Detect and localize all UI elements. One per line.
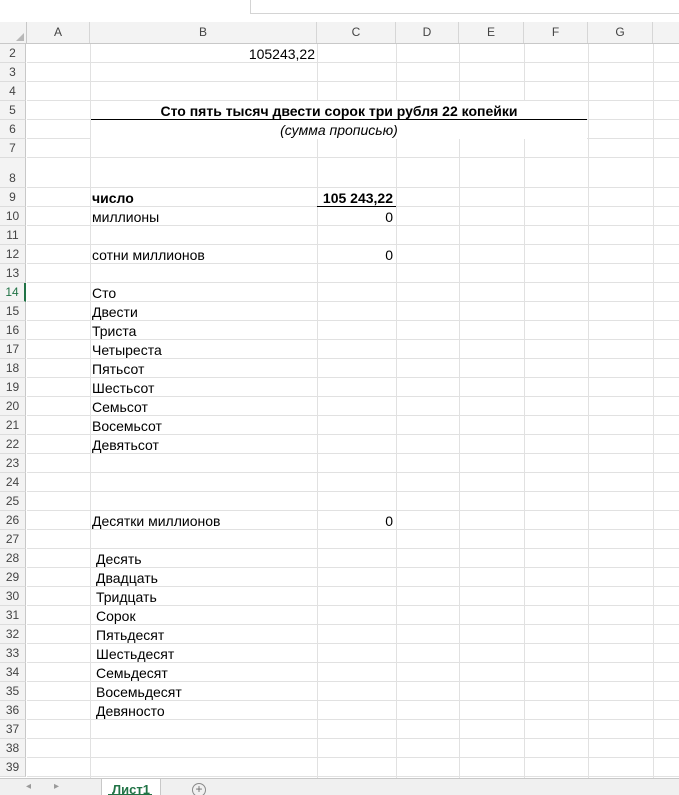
- spreadsheet-grid[interactable]: [0, 22, 679, 778]
- row-header-13[interactable]: 13: [0, 264, 26, 283]
- row-header-2[interactable]: 2: [0, 44, 26, 63]
- hundreds-cell[interactable]: Семьсот: [92, 399, 148, 415]
- row-header-23[interactable]: 23: [0, 454, 26, 473]
- row-header-4[interactable]: 4: [0, 82, 26, 101]
- column-header-a[interactable]: A: [27, 22, 90, 43]
- row-gridline: [27, 472, 679, 473]
- row-gridline: [27, 81, 679, 82]
- row-header-3[interactable]: 3: [0, 63, 26, 82]
- column-header-b[interactable]: B: [90, 22, 317, 43]
- sheet-tab-bar: [0, 778, 679, 795]
- column-gridline: [653, 44, 654, 778]
- select-all-corner[interactable]: [0, 22, 27, 43]
- scroll-right-icon[interactable]: ▸: [54, 781, 60, 792]
- row-header-31[interactable]: 31: [0, 606, 26, 625]
- add-sheet-icon[interactable]: +: [192, 783, 206, 795]
- select-all-icon: [16, 33, 24, 41]
- row-gridline: [27, 491, 679, 492]
- row-header-21[interactable]: 21: [0, 416, 26, 435]
- row-header-6[interactable]: 6: [0, 120, 26, 139]
- hundreds-cell[interactable]: Четыреста: [92, 342, 162, 358]
- row-header-12[interactable]: 12: [0, 245, 26, 264]
- row-header-20[interactable]: 20: [0, 397, 26, 416]
- row-gridline: [27, 757, 679, 758]
- row-header-17[interactable]: 17: [0, 340, 26, 359]
- hundreds-cell[interactable]: Триста: [92, 323, 137, 339]
- column-header-bar: [0, 22, 679, 44]
- column-gridline: [459, 44, 460, 778]
- tens-cell[interactable]: Сорок: [96, 608, 136, 624]
- column-header-f[interactable]: F: [524, 22, 588, 43]
- cell-b9[interactable]: число: [92, 190, 134, 206]
- row-header-7[interactable]: 7: [0, 139, 26, 158]
- row-header-19[interactable]: 19: [0, 378, 26, 397]
- cell-b26[interactable]: Десятки миллионов: [92, 513, 221, 529]
- row-header-30[interactable]: 30: [0, 587, 26, 606]
- tens-cell[interactable]: Пятьдесят: [96, 627, 165, 643]
- row-header-8[interactable]: 8: [0, 158, 26, 188]
- row-header-26[interactable]: 26: [0, 511, 26, 530]
- hundreds-cell[interactable]: Сто: [92, 285, 117, 301]
- row-gridline: [27, 738, 679, 739]
- column-header-g[interactable]: G: [588, 22, 653, 43]
- row-header-22[interactable]: 22: [0, 435, 26, 454]
- row-header-28[interactable]: 28: [0, 549, 26, 568]
- row-header-39[interactable]: 39: [0, 758, 26, 777]
- amount-caption-cell[interactable]: (сумма прописью): [91, 120, 587, 139]
- row-header-32[interactable]: 32: [0, 625, 26, 644]
- row-header-24[interactable]: 24: [0, 473, 26, 492]
- row-header-33[interactable]: 33: [0, 644, 26, 663]
- hundreds-cell[interactable]: Восемьсот: [92, 418, 162, 434]
- row-gridline: [27, 157, 679, 158]
- row-header-38[interactable]: 38: [0, 739, 26, 758]
- row-header-27[interactable]: 27: [0, 530, 26, 549]
- row-header-29[interactable]: 29: [0, 568, 26, 587]
- tens-cell[interactable]: Десять: [96, 551, 142, 567]
- cell-c12[interactable]: 0: [385, 247, 393, 263]
- scroll-left-icon[interactable]: ◂: [26, 781, 32, 792]
- formula-input[interactable]: [250, 0, 679, 14]
- column-header-c[interactable]: C: [317, 22, 396, 43]
- row-header-18[interactable]: 18: [0, 359, 26, 378]
- cell-b10[interactable]: миллионы: [92, 209, 160, 225]
- cell-c9[interactable]: 105 243,22: [317, 188, 396, 207]
- row-header-9[interactable]: 9: [0, 188, 26, 207]
- tens-cell[interactable]: Двадцать: [96, 570, 158, 586]
- tens-cell[interactable]: Семьдесят: [96, 665, 168, 681]
- hundreds-cell[interactable]: Двести: [92, 304, 138, 320]
- row-header-11[interactable]: 11: [0, 226, 26, 245]
- row-header-5[interactable]: 5: [0, 101, 26, 120]
- row-header-35[interactable]: 35: [0, 682, 26, 701]
- sheet-tab-active[interactable]: Лист1: [101, 778, 161, 795]
- row-header-37[interactable]: 37: [0, 720, 26, 739]
- column-header-e[interactable]: E: [459, 22, 524, 43]
- tens-cell[interactable]: Тридцать: [96, 589, 157, 605]
- tens-cell[interactable]: Шестьдесят: [96, 646, 175, 662]
- column-gridline: [524, 44, 525, 778]
- hundreds-cell[interactable]: Девятьсот: [92, 437, 159, 453]
- column-gridline: [317, 44, 318, 778]
- cell-b2[interactable]: 105243,22: [248, 46, 315, 62]
- hundreds-cell[interactable]: Шестьсот: [92, 380, 155, 396]
- row-header-10[interactable]: 10: [0, 207, 26, 226]
- amount-in-words-cell[interactable]: Сто пять тысяч двести сорок три рубля 22 копейки: [91, 101, 587, 120]
- formula-bar-area: [0, 0, 679, 22]
- row-header-14[interactable]: 14: [0, 283, 26, 302]
- column-gridline: [588, 44, 589, 778]
- hundreds-cell[interactable]: Пятьсот: [92, 361, 145, 377]
- column-header-d[interactable]: D: [396, 22, 459, 43]
- row-header-25[interactable]: 25: [0, 492, 26, 511]
- row-header-16[interactable]: 16: [0, 321, 26, 340]
- tens-cell[interactable]: Девяносто: [96, 703, 165, 719]
- column-gridline: [396, 44, 397, 778]
- cell-c10[interactable]: 0: [385, 209, 393, 225]
- tens-cell[interactable]: Восемьдесят: [96, 684, 182, 700]
- row-gridline: [27, 776, 679, 777]
- row-header-34[interactable]: 34: [0, 663, 26, 682]
- row-header-15[interactable]: 15: [0, 302, 26, 321]
- cell-b12[interactable]: сотни миллионов: [92, 247, 205, 263]
- row-header-36[interactable]: 36: [0, 701, 26, 720]
- cell-c26[interactable]: 0: [385, 513, 393, 529]
